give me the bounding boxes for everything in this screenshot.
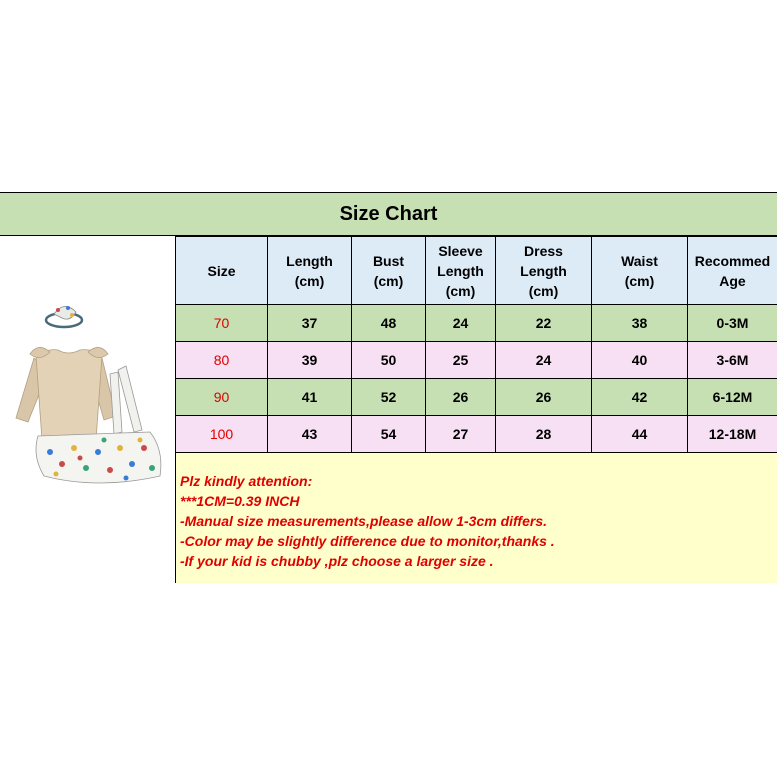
header-waist: Waist (cm) bbox=[592, 237, 688, 305]
cell-bust: 48 bbox=[352, 305, 426, 342]
notes-heading: Plz kindly attention: bbox=[180, 473, 313, 489]
table-row bbox=[176, 416, 777, 453]
cell-waist: 42 bbox=[592, 379, 688, 416]
header-dress-length: Dress Length (cm) bbox=[496, 237, 592, 305]
cell-size: 90 bbox=[176, 379, 268, 416]
cell-size: 80 bbox=[176, 342, 268, 379]
header-recommed-age: Recommed Age bbox=[688, 237, 777, 305]
header-sleeve-length: Sleeve Length (cm) bbox=[426, 237, 496, 305]
cell-dress: 26 bbox=[496, 379, 592, 416]
table-row bbox=[176, 305, 777, 342]
header-size: Size bbox=[176, 237, 268, 305]
cell-sleeve: 24 bbox=[426, 305, 496, 342]
cell-bust: 54 bbox=[352, 416, 426, 453]
cell-waist: 40 bbox=[592, 342, 688, 379]
cell-sleeve: 27 bbox=[426, 416, 496, 453]
cell-dress: 24 bbox=[496, 342, 592, 379]
cell-bust: 50 bbox=[352, 342, 426, 379]
cell-sleeve: 26 bbox=[426, 379, 496, 416]
note-line: ***1CM=0.39 INCH bbox=[180, 493, 300, 509]
table-body bbox=[176, 305, 777, 453]
note-line: -Manual size measurements,please allow 1-3cm differs. bbox=[180, 513, 548, 529]
size-table bbox=[175, 236, 777, 453]
cell-length: 37 bbox=[268, 305, 352, 342]
header-bust: Bust (cm) bbox=[352, 237, 426, 305]
note-line: -If your kid is chubby ,plz choose a larger size . bbox=[180, 553, 494, 569]
attention-notes bbox=[175, 453, 777, 583]
size-chart-title: Size Chart bbox=[0, 192, 777, 236]
cell-age: 6-12M bbox=[688, 379, 777, 416]
cell-age: 12-18M bbox=[688, 416, 777, 453]
header-length: Length (cm) bbox=[268, 237, 352, 305]
cell-length: 41 bbox=[268, 379, 352, 416]
cell-waist: 38 bbox=[592, 305, 688, 342]
table-header-row bbox=[176, 237, 777, 305]
cell-size: 70 bbox=[176, 305, 268, 342]
cell-sleeve: 25 bbox=[426, 342, 496, 379]
cell-age: 0-3M bbox=[688, 305, 777, 342]
table-row bbox=[176, 379, 777, 416]
table-row bbox=[176, 342, 777, 379]
cell-dress: 28 bbox=[496, 416, 592, 453]
note-line: -Color may be slightly difference due to monitor,thanks . bbox=[180, 533, 555, 549]
cell-dress: 22 bbox=[496, 305, 592, 342]
cell-size: 100 bbox=[176, 416, 268, 453]
baby-outfit-image bbox=[14, 300, 164, 485]
cell-length: 43 bbox=[268, 416, 352, 453]
cell-waist: 44 bbox=[592, 416, 688, 453]
cell-age: 3-6M bbox=[688, 342, 777, 379]
cell-length: 39 bbox=[268, 342, 352, 379]
cell-bust: 52 bbox=[352, 379, 426, 416]
baby-outfit-icon bbox=[14, 300, 164, 485]
